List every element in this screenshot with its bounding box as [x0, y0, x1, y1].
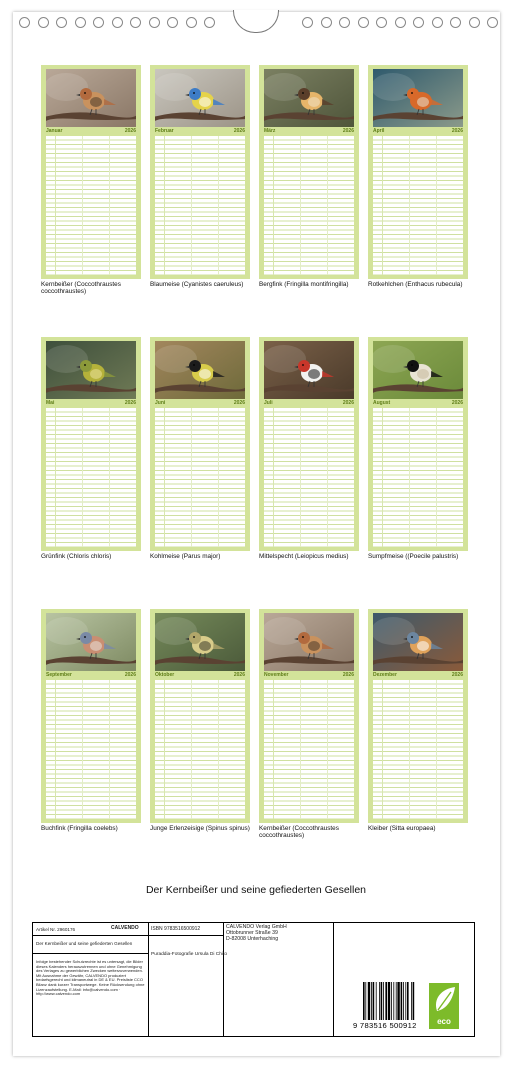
month-header: [264, 128, 354, 135]
photo-caption: Sumpfmeise ((Poecile palustris): [368, 553, 459, 560]
eco-label: eco: [437, 1017, 451, 1026]
month-frame: [41, 609, 141, 823]
month-frame: [259, 65, 359, 279]
month-year: 2026: [342, 128, 354, 134]
month-name: November: [264, 672, 289, 678]
day-planner-grid: [373, 680, 463, 819]
brambling-photo: [264, 69, 354, 127]
calvendo-logo: CALVENDO: [111, 925, 139, 931]
siskin-photo: [155, 613, 245, 671]
day-planner-grid: [155, 408, 245, 547]
month-header: [155, 128, 245, 135]
month-header: [46, 672, 136, 679]
photo-caption: Buchfink (Fringilla coelebs): [41, 825, 118, 832]
barcode-icon: [363, 982, 437, 1020]
day-planner-grid: [155, 680, 245, 819]
month-frame: [150, 337, 250, 551]
legal-notice: Infolge bestehender Schutzrechte ist es untersagt, die Bilder dieses Kalenders herauszutrennen und ohne Genehmigung des Verlages zu gewerblichen Zwecken weiterzuverwenden. Mit Ausnahme der Gewähr, CALVENDO produziert bedarfsgerecht und klimaneutral in DE & EU. Preisliste CCO Bilanz dank kurzer Transportwege. Keine Rücksendung ohne Lizenzaufstellung. E-Mail: info@calvendo.com · http://www.calvendo.com: [36, 959, 145, 997]
month-frame: [259, 609, 359, 823]
nuthatch-photo: [373, 613, 463, 671]
month-year: 2026: [233, 400, 245, 406]
month-header: [155, 672, 245, 679]
month-name: Mai: [46, 400, 55, 406]
binding-hole: [75, 17, 86, 28]
barcode-number: 9 783516 500912: [353, 1021, 417, 1030]
robin-photo: [373, 69, 463, 127]
day-planner-grid: [46, 680, 136, 819]
month-name: Oktober: [155, 672, 175, 678]
month-year: 2026: [124, 128, 136, 134]
binding-hole: [204, 17, 215, 28]
photo-caption: Bergfink (Fringilla montifringilla): [259, 281, 349, 288]
month-name: Juni: [155, 400, 166, 406]
month-header: [264, 400, 354, 407]
binding-hole: [56, 17, 67, 28]
month-header: [155, 400, 245, 407]
chaffinch-photo: [46, 613, 136, 671]
month-year: 2026: [124, 672, 136, 678]
month-header: [46, 128, 136, 135]
month-header: [373, 672, 463, 679]
blue-tit-photo: [155, 69, 245, 127]
photo-caption: Junge Erlenzeisige (Spinus spinus): [150, 825, 250, 832]
month-year: 2026: [233, 128, 245, 134]
publisher-street: Ottobrunner Straße 39: [226, 930, 278, 936]
photo-caption: Kleiber (Sitta europaea): [368, 825, 436, 832]
binding-hole: [167, 17, 178, 28]
day-planner-grid: [373, 136, 463, 275]
binding-hole: [19, 17, 30, 28]
binding-hole: [339, 17, 350, 28]
month-name: März: [264, 128, 276, 134]
day-planner-grid: [155, 136, 245, 275]
binding-hole: [395, 17, 406, 28]
month-year: 2026: [451, 672, 463, 678]
binding-hole: [321, 17, 332, 28]
woodpecker-photo: [264, 341, 354, 399]
month-name: April: [373, 128, 385, 134]
month-year: 2026: [342, 400, 354, 406]
day-planner-grid: [264, 136, 354, 275]
great-tit-photo: [155, 341, 245, 399]
month-year: 2026: [342, 672, 354, 678]
month-frame: [150, 609, 250, 823]
day-planner-grid: [264, 680, 354, 819]
day-planner-grid: [264, 408, 354, 547]
month-name: Februar: [155, 128, 174, 134]
photo-caption: Grünfink (Chloris chloris): [41, 553, 112, 560]
photo-caption: Blaumeise (Cyanistes caeruleus): [150, 281, 244, 288]
month-name: Juli: [264, 400, 273, 406]
binding-hole: [112, 17, 123, 28]
binding-hole: [93, 17, 104, 28]
publisher-name: CALVENDO Verlag GmbH: [226, 924, 287, 930]
month-header: [46, 400, 136, 407]
calendar-title: Der Kernbeißer und seine gefiederten Gesellen: [145, 884, 367, 896]
publisher-city: D-82008 Unterhaching: [226, 936, 279, 942]
month-name: Dezember: [373, 672, 397, 678]
day-planner-grid: [46, 408, 136, 547]
month-header: [373, 128, 463, 135]
binding-hole: [450, 17, 461, 28]
month-year: 2026: [124, 400, 136, 406]
photo-caption: Kernbeißer (Coccothraustes coccothraustes): [259, 825, 339, 840]
month-year: 2026: [233, 672, 245, 678]
month-header: [373, 400, 463, 407]
binding-hole: [186, 17, 197, 28]
binding-hole: [302, 17, 313, 28]
grosbeak-photo: [46, 69, 136, 127]
month-name: August: [373, 400, 391, 406]
photo-caption: Mittelspecht (Leiopicus medius): [259, 553, 349, 560]
binding-hole: [38, 17, 49, 28]
leaf-icon: [429, 983, 459, 1015]
photo-caption: Kernbeißer (Coccothraustes coccothraustes): [41, 281, 121, 296]
month-frame: [368, 609, 468, 823]
imprint-subtitle: Der Kernbeißer und seine gefiederten Gesellen: [36, 941, 133, 946]
month-name: September: [46, 672, 72, 678]
day-planner-grid: [373, 408, 463, 547]
binding-hole: [130, 17, 141, 28]
grosbeak-photo: [264, 613, 354, 671]
photographer: Puraddia-Fotografie Ursula Di Chito: [151, 952, 227, 957]
binding-hole: [376, 17, 387, 28]
month-name: Januar: [46, 128, 63, 134]
article-number: Artikel Nr. 2960176: [36, 927, 76, 932]
binding-hole: [487, 17, 498, 28]
month-frame: [368, 65, 468, 279]
binding-hole: [358, 17, 369, 28]
binding-hole: [149, 17, 160, 28]
eco-badge: [429, 983, 459, 1029]
binding-hole: [413, 17, 424, 28]
month-year: 2026: [451, 128, 463, 134]
isbn: ISBN 9783516500912: [151, 926, 201, 932]
binding-hole: [469, 17, 480, 28]
photo-caption: Kohlmeise (Parus major): [150, 553, 221, 560]
day-planner-grid: [46, 136, 136, 275]
month-frame: [150, 65, 250, 279]
month-frame: [41, 337, 141, 551]
greenfinch-photo: [46, 341, 136, 399]
imprint-box: [32, 922, 475, 1037]
binding-hole: [432, 17, 443, 28]
month-frame: [259, 337, 359, 551]
marsh-tit-photo: [373, 341, 463, 399]
month-header: [264, 672, 354, 679]
photo-caption: Rotkehlchen (Enthacus rubecula): [368, 281, 463, 288]
month-frame: [41, 65, 141, 279]
month-frame: [368, 337, 468, 551]
month-year: 2026: [451, 400, 463, 406]
